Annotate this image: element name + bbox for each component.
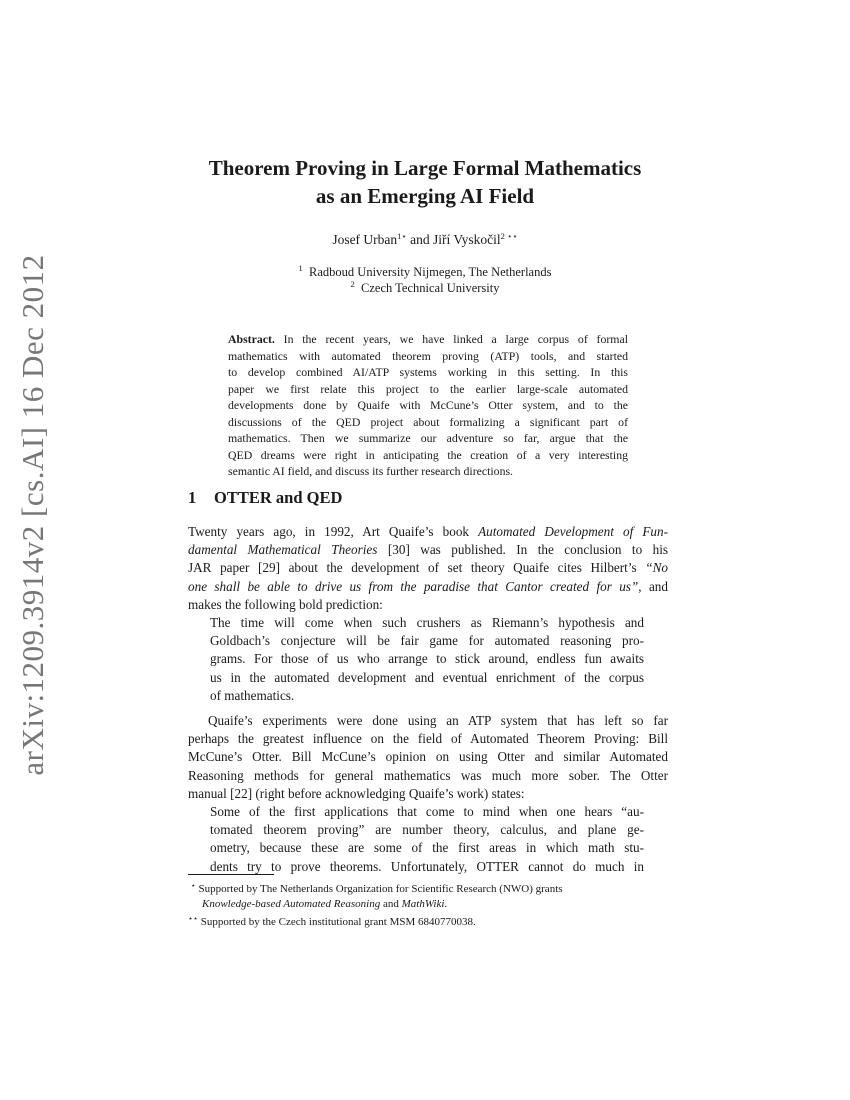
title-line-2: as an Emerging AI Field	[315, 184, 535, 208]
body-paragraph-2	[188, 712, 668, 803]
footnote-2-mark: ⋆⋆	[188, 913, 199, 923]
paper-title	[0, 154, 850, 210]
affiliation-2-mark: 2	[350, 279, 355, 289]
footnotes	[188, 879, 670, 929]
section-number: 1	[188, 488, 197, 507]
abstract-line: Abstract. In the recent years, we have linked a large corpus of formal	[228, 332, 628, 346]
abstract-label: Abstract.	[228, 332, 275, 346]
quote-line: us in the automated development and eventual enrichment of the corpus	[210, 669, 644, 685]
paragraph-line: Quaife’s experiments were done using an ATP system that has left so far	[208, 713, 668, 728]
book-title-italic: Automated Development of Fun-	[478, 524, 668, 539]
book-title-italic: damental Mathematical Theories	[188, 542, 378, 558]
block-quote-1	[210, 614, 644, 705]
grant-name-italic: MathWiki	[401, 897, 445, 910]
abstract-line: semantic AI field, and discuss its further research directions.	[228, 464, 514, 478]
footnote-2-text: Supported by the Czech institutional grant MSM 6840770038.	[198, 915, 476, 928]
section-heading	[188, 488, 342, 508]
paragraph-line: damental Mathematical Theories [30] was published. In the conclusion to his	[188, 542, 669, 558]
quote-line: dents try to prove theorems. Unfortunately, OTTER cannot do much in	[210, 858, 644, 874]
abstract-line: discussions of the QED project about formalizing a significant part of	[228, 414, 628, 429]
quote-line: ometry, because these are some of the first areas in which math stu-	[210, 840, 644, 856]
footnote-1-text: Supported by The Netherlands Organization for Scientific Research (NWO) grants	[195, 883, 563, 895]
author-2-mark: 2 ⋆⋆	[500, 231, 518, 241]
affiliation-1-mark: 1	[298, 263, 303, 273]
abstract-line: developments done by Quaife with McCune’s Otter system, and to the	[228, 398, 628, 412]
footnote-1-continued: Knowledge-based Automated Reasoning and MathWiki.	[202, 897, 448, 910]
abstract-line: to develop combined AI/ATP systems working in this setting. In this	[228, 365, 628, 379]
quote-line: The time will come when such crushers as Riemann’s hypothesis and	[210, 615, 644, 630]
paragraph-line: manual [22] (right before acknowledging Quaife’s work) states:	[188, 785, 525, 801]
title-line-1: Theorem Proving in Large Formal Mathematics	[208, 156, 642, 180]
author-1-mark: 1⋆	[397, 231, 407, 241]
abstract-line: QED dreams were right in anticipating the creation of a very interesting	[228, 447, 628, 462]
author-list	[0, 232, 850, 248]
affiliation-2	[0, 280, 850, 296]
author-1: Josef Urban	[332, 232, 398, 247]
abstract-line: mathematics. Then we summarize our adventure so far, argue that the	[228, 431, 628, 445]
author-conjunction: and	[406, 232, 433, 247]
quote-line: Some of the first applications that come to mind when one hears “au-	[210, 804, 644, 819]
paragraph-line: McCune’s Otter. Bill McCune’s opinion on using Otter and similar Automated	[188, 749, 668, 765]
footnote-1	[188, 879, 670, 897]
footnote-1-mark: ⋆	[190, 881, 196, 890]
quote-line: grams. For those of us who arrange to stick around, endless fun awaits	[210, 651, 644, 667]
section-title: OTTER and QED	[214, 488, 343, 507]
author-2: Jiří Vyskočil	[433, 232, 501, 247]
affiliation-1	[0, 264, 850, 280]
affiliations	[0, 264, 850, 296]
affiliation-1-text: Radboud University Nijmegen, The Netherlands	[309, 265, 552, 279]
block-quote-2	[210, 803, 644, 876]
body-paragraph-1	[188, 523, 668, 614]
paragraph-line: one shall be able to drive us from the paradise that Cantor created for us”, and	[188, 578, 668, 594]
paragraph-line: JAR paper [29] about the development of set theory Quaife cites Hilbert’s “No	[188, 560, 668, 576]
paragraph-line: Twenty years ago, in 1992, Art Quaife’s book Automated Development of Fun-	[188, 524, 668, 539]
paragraph-line: perhaps the greatest influence on the field of Automated Theorem Proving: Bill	[188, 731, 668, 747]
abstract	[228, 331, 628, 480]
quote-italic: “No	[645, 560, 668, 576]
abstract-line: paper we first relate this project to the earlier large-scale automated	[228, 381, 628, 396]
arxiv-sidebar	[14, 254, 52, 776]
quote-line: tomated theorem proving” are number theory, calculus, and plane ge-	[210, 822, 644, 838]
arxiv-identifier: arXiv:1209.3914v2 [cs.AI] 16 Dec 2012	[15, 254, 50, 776]
footnote-2	[188, 912, 670, 930]
quote-italic: one shall be able to drive us from the paradise that Cantor created for us”	[188, 578, 639, 594]
abstract-line: mathematics with automated theorem proving (ATP) tools, and started	[228, 348, 628, 363]
paragraph-line: makes the following bold prediction:	[188, 596, 383, 612]
quote-line: of mathematics.	[210, 687, 295, 703]
paragraph-line: Reasoning methods for general mathematics was much more sober. The Otter	[188, 767, 668, 783]
footnote-rule	[188, 874, 274, 875]
quote-line: Goldbach’s conjecture will be fair game for automated reasoning pro-	[210, 633, 644, 649]
grant-name-italic: Knowledge-based Automated Reasoning	[202, 897, 381, 910]
affiliation-2-text: Czech Technical University	[361, 281, 500, 295]
